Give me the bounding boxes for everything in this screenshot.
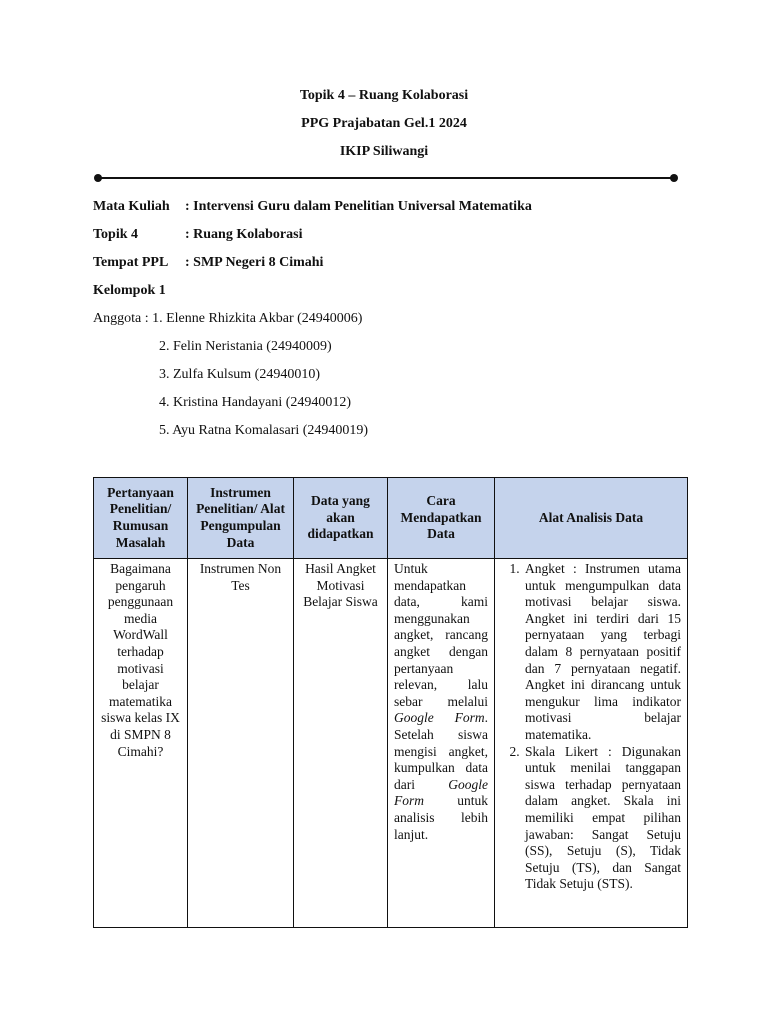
table-row: [94, 559, 688, 928]
info-mata-kuliah: [93, 199, 532, 215]
doc-subtitle: PPG Prajabatan Gel.1 2024: [301, 116, 467, 131]
table-header-row: [94, 478, 688, 559]
doc-title: Topik 4 – Ruang Kolaborasi: [299, 88, 469, 103]
info-tempat-ppl: [93, 255, 323, 271]
tempat-label: Tempat PPL: [93, 255, 169, 270]
info-kelompok: Kelompok 1: [93, 283, 166, 298]
topik-value: : Ruang Kolaborasi: [185, 227, 303, 242]
members-line-1: [93, 311, 362, 327]
analysis-item-likert: 2. Skala Likert : Digunakan untuk menilai tanggapan siswa terhadap pernyataan dalam angket. Skala ini memiliki empat pilihan jawaban: Sangat Setuju (SS), Setuju (S), Tidak Setuju (TS), dan Sangat Tidak Setuju (STS).: [523, 744, 681, 893]
cell-method: [388, 559, 495, 928]
mata-kuliah-value: : Intervensi Guru dalam Penelitian Universal Matematika: [185, 199, 532, 214]
mata-kuliah-label: Mata Kuliah: [93, 199, 170, 214]
method-google-form: Google Form: [394, 776, 488, 809]
cell-data: Hasil Angket Motivasi Belajar Siswa: [294, 559, 388, 928]
research-table: [93, 477, 688, 928]
method-google-form: Google Form: [394, 710, 485, 726]
method-text: untuk analisis lebih lanjut.: [394, 793, 488, 842]
cell-instrument: Instrumen Non Tes: [188, 559, 294, 928]
header-method: Cara Mendapatkan Data: [388, 478, 495, 559]
divider-right-dot: [670, 174, 678, 182]
divider-line: [98, 177, 674, 179]
topik-label: Topik 4: [93, 227, 139, 242]
member-item: 3. Zulfa Kulsum (24940010): [159, 367, 320, 382]
analysis-clip: [501, 561, 681, 923]
member-item: 4. Kristina Handayani (24940012): [159, 395, 352, 410]
header-question: Pertanyaan Penelitian/ Rumusan Masalah: [94, 478, 188, 559]
tempat-value: : SMP Negeri 8 Cimahi: [185, 255, 324, 270]
header-instrument: Instrumen Penelitian/ Alat Pengumpulan Data: [188, 478, 294, 559]
member-item: 1. Elenne Rhizkita Akbar (24940006): [152, 311, 363, 326]
method-text: . Setelah siswa mengisi angket, kumpulkan data dari: [394, 710, 488, 792]
member-item: 2. Felin Neristania (24940009): [159, 339, 332, 354]
analysis-item-angket: 1. Angket : Instrumen utama untuk mengumpulkan data motivasi belajar siswa. Angket ini terdiri dari 15 pernyataan yang terbagi dalam 8 pernyataan positif dan 7 pernyataan negatif. Angket ini dirancang untuk mengukur lima indikator motivasi belajar matematika.: [523, 561, 681, 744]
member-item: 5. Ayu Ratna Komalasari (24940019): [159, 423, 369, 438]
members-prefix: Anggota :: [93, 311, 153, 326]
doc-institution: IKIP Siliwangi: [339, 144, 429, 159]
analysis-list: [501, 561, 681, 893]
cell-analysis: [495, 559, 688, 928]
header-divider: [94, 171, 678, 185]
header-analysis: Alat Analisis Data: [495, 478, 688, 559]
cell-question: Bagaimana pengaruh penggunaan media WordWall terhadap motivasi belajar matematika siswa kelas IX di SMPN 8 Cimahi?: [94, 559, 188, 928]
info-topik: [93, 227, 302, 243]
method-text: Untuk mendapatkan data, kami menggunakan angket, rancang angket dengan pertanyaan relevan, lalu sebar melalui: [394, 561, 488, 709]
header-data: Data yang akan didapatkan: [294, 478, 388, 559]
